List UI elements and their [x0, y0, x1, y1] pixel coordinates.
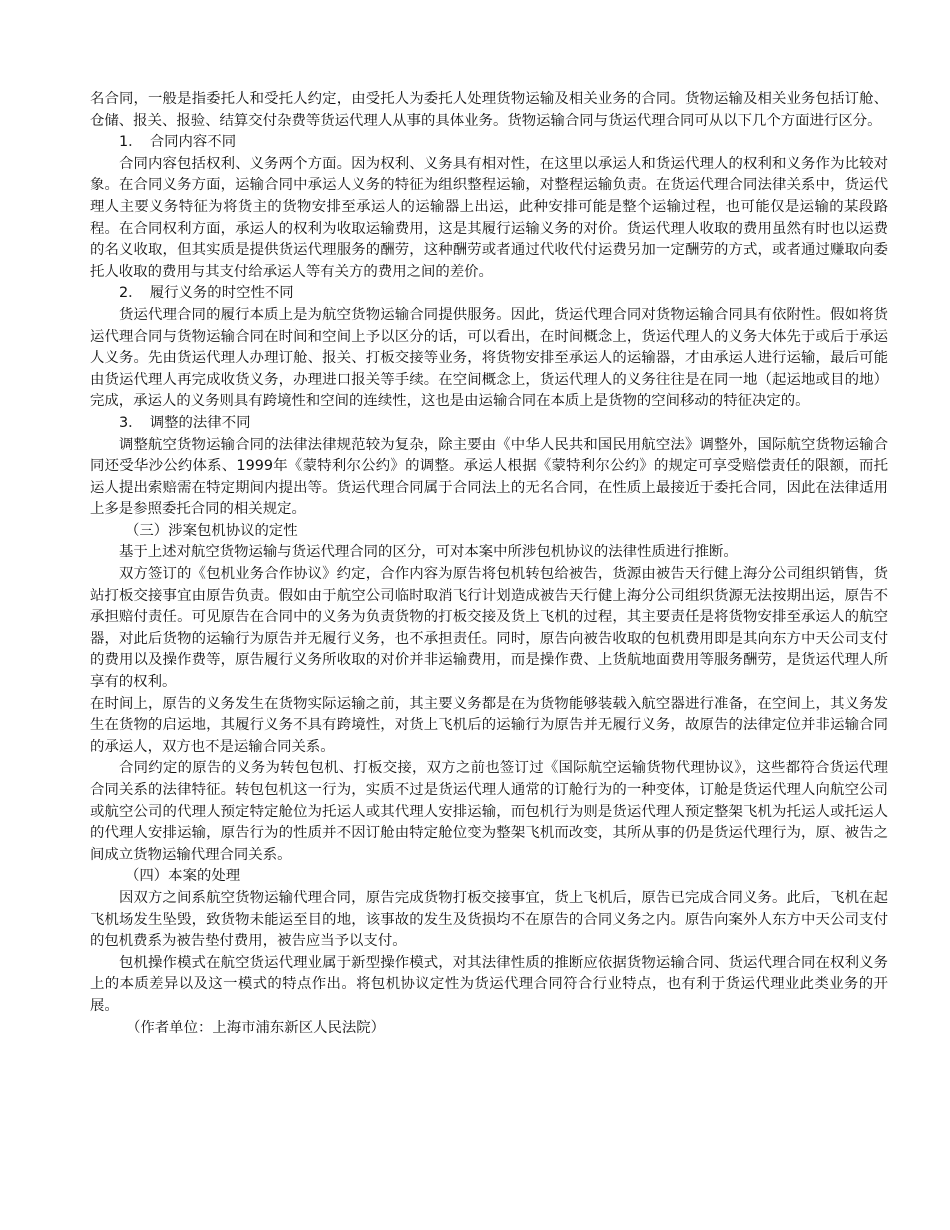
heading-item-3: 3． 调整的法律不同 — [119, 414, 251, 431]
paragraph-contract-content: 合同内容包括权利、义务两个方面。因为权利、义务具有相对性，在这里以承运人和货运代理人的权利和义务作为比较对象。在合同义务方面，运输合同中承运人义务的特征为组织整程运输，对整程运输负责。在货运代理合同法律关系中，货运代理人主要义务特征为将货主的货物安排至承运人的运输器上出运，此种安排可能是整个运输过程，也可能仅是运输的某段路程。在合同权利方面，承运人的权利为收取运输费用，这是其履行运输义务的对价。货运代理人收取的费用虽然有时也以运费的名义收取，但其实质是提供货运代理服务的酬劳，这种酬劳或者通过代收代付运费另加一定酬劳的方式，或者通过赚取向委托人收取的费用与其支付给承运人等有关方的费用之间的差价。 — [90, 155, 888, 280]
section-heading-3: （三）涉案包机协议的定性 — [125, 522, 298, 539]
paragraph-inference: 基于上述对航空货物运输与货运代理合同的区分，可对本案中所涉包机协议的法律性质进行推断。 — [119, 544, 738, 561]
paragraph-charter-agreement: 双方签订的《包机业务合作协议》约定，合作内容为原告将包机转包给被告，货源由被告天行健上海分公司组织销售，货站打板交接事宜由原告负责。假如由于航空公司临时取消飞行计划造成被告天行健上海分公司组织货源无法按期出运，原告不承担赔付责任。可见原告在合同中的义务为负责货物的打板交接及货上飞机的过程，其主要责任是将货物安排至承运人的航空器，对此后货物的运输行为原告并无履行义务，也不承担责任。同时，原告向被告收取的包机费用即是其向东方中天公司支付的费用以及操作费等，原告履行义务所收取的对价并非运输费用，而是操作费、上货航地面费用等服务酬劳，是货运代理人所享有的权利。 — [90, 566, 888, 691]
paragraph-time-space: 货运代理合同的履行本质上是为航空货物运输合同提供服务。因此，货运代理合同对货物运输合同具有依附性。假如将货运代理合同与货物运输合同在时间和空间上予以区分的话，可以看出，在时间概念上，货运代理人的义务大体先于或后于承运人义务。先由货运代理人办理订舱、报关、打板交接等业务，将货物安排至承运人的运输器，才由承运人进行运输，最后可能由货运代理人再完成收货义务，办理进口报关等手续。在空间概念上，货运代理人的义务往往是在同一地（起运地或目的地）完成，承运人的义务则具有跨境性和空间的连续性，这也是由运输合同在本质上是货物的空间移动的特征决定的。 — [90, 306, 888, 410]
heading-item-2: 2． 履行义务的时空性不同 — [119, 285, 294, 302]
paragraph-intro-continued: 名合同，一般是指委托人和受托人约定，由受托人为委托人处理货物运输及相关业务的合同。货物运输及相关业务包括订舱、仓储、报关、报验、结算交付杂费等货运代理人从事的具体业务。货物运输合同与货运代理合同可从以下几个方面进行区分。 — [90, 91, 888, 129]
paragraph-agency-features: 合同约定的原告的义务为转包包机、打板交接，双方之前也签订过《国际航空运输货物代理协议》，这些都符合货运代理合同关系的法律特征。转包包机这一行为，实质不过是货运代理人通常的订舱行为的一种变体，订舱是货运代理人向航空公司或航空公司的代理人预定特定舱位为托运人或其代理人安排运输，而包机行为则是货运代理人预定整架飞机为托运人或托运人的代理人安排运输，原告行为的性质并不因订舱由特定舱位变为整架飞机而改变，其所从事的仍是货运代理行为，原、被告之间成立货物运输代理合同关系。 — [90, 760, 888, 863]
author-affiliation: （作者单位：上海市浦东新区人民法院） — [126, 1019, 386, 1036]
paragraph-case-handling: 因双方之间系航空货物运输代理合同，原告完成货物打板交接事宜，货上飞机后，原告已完成合同义务。此后，飞机在起飞机场发生坠毁，致货物未能运至目的地，该事故的发生及货损均不在原告的合同义务之内。原告向案外人东方中天公司支付的包机费系为被告垫付费用，被告应当予以支付。 — [90, 889, 888, 950]
section-heading-4: （四）本案的处理 — [125, 868, 241, 885]
paragraph-conclusion: 包机操作模式在航空货运代理业属于新型操作模式，对其法律性质的推断应依据货物运输合同、货运代理合同在权利义务上的本质差异以及这一模式的特点作出。将包机协议定性为货运代理合同符合行业特点，也有利于货运代理业此类业务的开展。 — [90, 954, 888, 1014]
paragraph-applicable-law: 调整航空货物运输合同的法律法律规范较为复杂，除主要由《中华人民共和国民用航空法》调整外，国际航空货物运输合同还受华沙公约体系、1999年《蒙特利尔公约》的调整。承运人根据《蒙特利尔公约》的规定可享受赔偿责任的限额，而托运人提出索赔需在特定期间内提出等。货运代理合同属于合同法上的无名合同，在性质上最接近于委托合同，因此在法律适用上多是参照委托合同的相关规定。 — [90, 436, 888, 518]
paragraph-time-space-analysis: 在时间上，原告的义务发生在货物实际运输之前，其主要义务都是在为货物能够装载入航空器进行准备，在空间上，其义务发生在货物的启运地，其履行义务不具有跨境性，对货上飞机后的运输行为原告并无履行义务，故原告的法律定位并非运输合同的承运人，双方也不是运输合同关系。 — [90, 695, 888, 755]
heading-item-1: 1． 合同内容不同 — [119, 134, 237, 151]
